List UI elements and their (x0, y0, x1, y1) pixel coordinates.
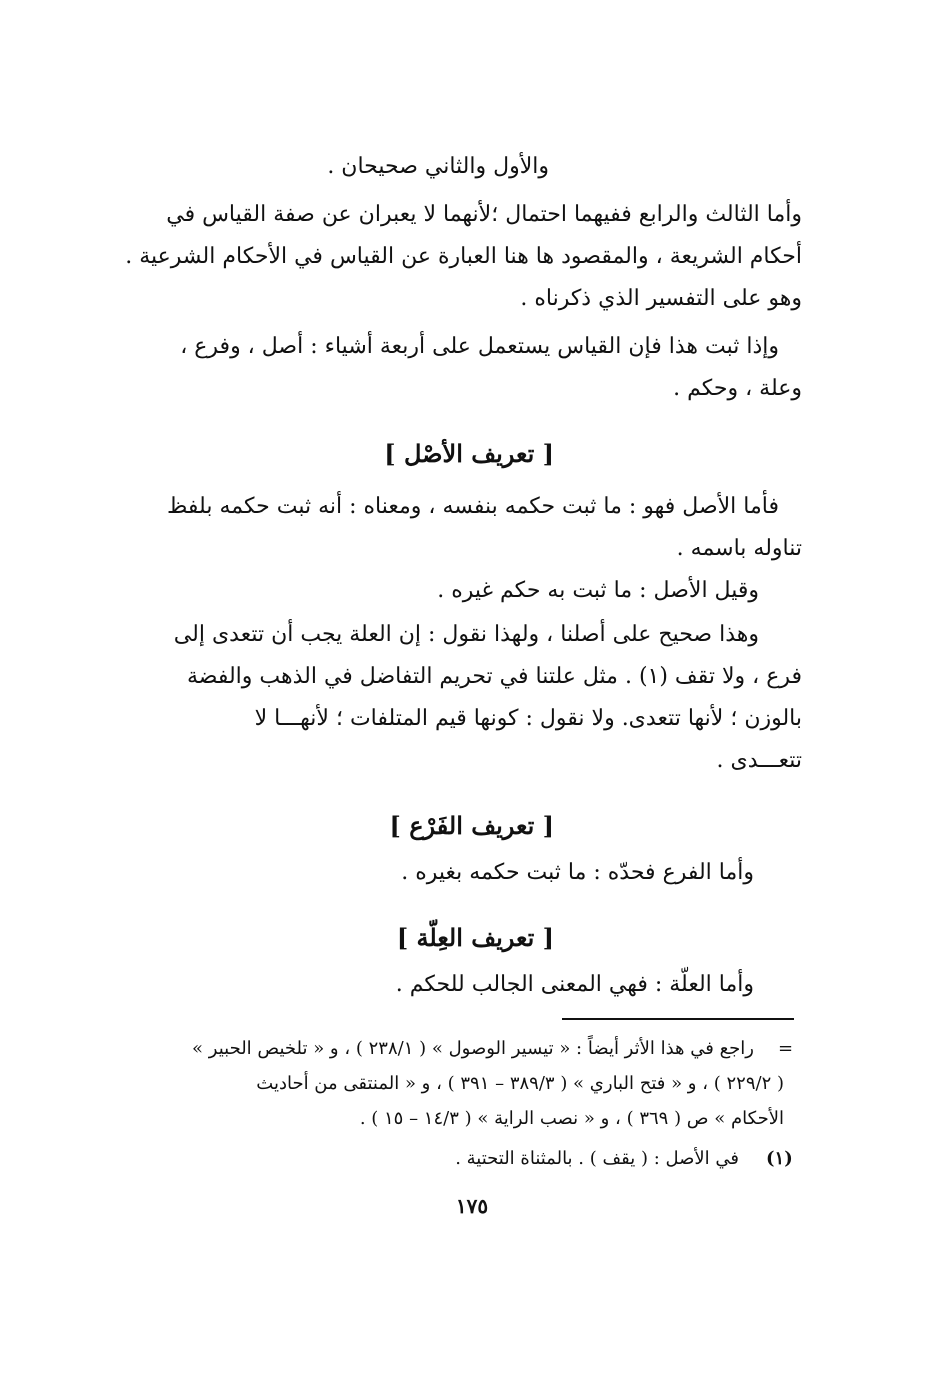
paragraph-line: أحكام الشريعة ، والمقصود ها هنا العبارة عن القياس في الأحكام الشرعية . (125, 244, 802, 269)
paragraph-line: بالوزن ؛ لأنها تتعدى. ولا نقول : كونها قيم المتلفات ؛ لأنهـــا لا (254, 706, 802, 731)
paragraph-line: والأول والثاني صحيحان . (327, 154, 549, 179)
footnote-separator (562, 1018, 794, 1020)
paragraph-line: فرع ، ولا تقف (١) . مثل علتنا في تحريم التفاضل في الذهب والفضة (186, 664, 802, 689)
paragraph-line: وأما الفرع فحدّه : ما ثبت حكمه بغيره . (401, 860, 754, 885)
section-heading-illa: [ تعريف العِلّة ] (396, 923, 554, 952)
page-number: ١٧٥ (455, 1194, 489, 1218)
paragraph-line: وعلة ، وحكم . (673, 376, 802, 401)
paragraph-line: وقيل الأصل : ما ثبت به حكم غيره . (437, 578, 759, 603)
footnote-line: راجع في هذا الأثر أيضاً : « تيسير الوصول » ( ٢٣٨/١ ) ، و « تلخيص الحبير » (192, 1038, 754, 1059)
footnote-continuation-marker: = (778, 1038, 794, 1059)
paragraph-line: وإذا ثبت هذا فإن القياس يستعمل على أربعة أشياء : أصل ، وفرع ، (180, 334, 779, 359)
paragraph-line: وهذا صحيح على أصلنا ، ولهذا نقول : إن العلة يجب أن تتعدى إلى (173, 622, 759, 647)
footnote-line: ( ٢٢٩/٢ ) ، و « فتح الباري » ( ٣٨٩/٣ – ٣٩١ ) ، و « المنتقى من أحاديث (256, 1073, 784, 1094)
paragraph-line: وأما العلّة : فهي المعنى الجالب للحكم . (395, 972, 754, 997)
paragraph-line: تتعـــدى . (716, 748, 802, 773)
paragraph-line: تناوله باسمه . (676, 536, 802, 561)
footnote-line: الأحكام » ص ( ٣٦٩ ) ، و « نصب الراية » ( ١٤/٣ – ١٥ ) . (359, 1108, 784, 1129)
section-heading-far: [ تعريف الفَرْع ] (389, 811, 554, 840)
section-heading-asl: [ تعريف الأصْل ] (384, 439, 554, 468)
paragraph-line: وأما الثالث والرابع ففيهما احتمال ؛لأنهما لا يعبران عن صفة القياس في (166, 202, 802, 227)
paragraph-line: وهو على التفسير الذي ذكرناه . (520, 286, 802, 311)
footnote-line: في الأصل : ( يقف ) . بالمثناة التحتية . (455, 1148, 739, 1169)
paragraph-line: فأما الأصل فهو : ما ثبت حكمه بنفسه ، ومعناه : أنه ثبت حكمه بلفظ (167, 494, 779, 519)
footnote-number: (١) (766, 1148, 793, 1169)
